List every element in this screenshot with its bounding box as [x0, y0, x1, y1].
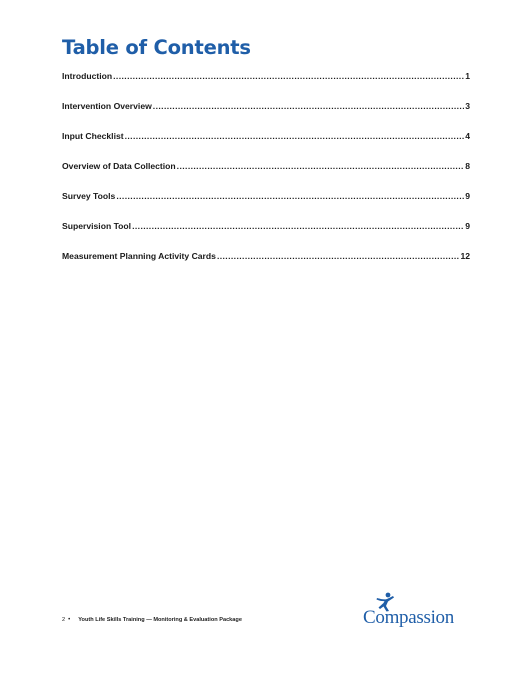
toc-entry-label: Supervision Tool	[62, 221, 132, 231]
logo-wordmark: Compassion	[363, 607, 454, 628]
toc-entry-activity-cards[interactable]	[62, 251, 470, 281]
footer-bullet: •	[68, 617, 71, 623]
toc-entry-page: 4	[465, 131, 470, 141]
toc-dot-leader	[132, 221, 464, 231]
toc-entry-page: 12	[460, 251, 470, 261]
toc-dot-leader	[116, 191, 464, 201]
toc-entry-label: Measurement Planning Activity Cards	[62, 251, 216, 261]
toc-entry-page: 1	[465, 71, 470, 81]
toc-entry-label: Input Checklist	[62, 131, 124, 141]
toc-entry-page: 9	[465, 191, 470, 201]
toc-entry-survey-tools[interactable]	[62, 191, 470, 221]
toc-entry-input-checklist[interactable]	[62, 131, 470, 161]
toc-entry-intervention-overview[interactable]	[62, 101, 470, 131]
page-title: Table of Contents	[62, 36, 251, 59]
toc-entry-page: 8	[465, 161, 470, 171]
toc-dot-leader	[177, 161, 465, 171]
toc-entry-label: Overview of Data Collection	[62, 161, 176, 171]
toc-entry-label: Survey Tools	[62, 191, 116, 201]
toc-entry-page: 9	[465, 221, 470, 231]
footer-document-title: Youth Life Skills Training — Monitoring & Evaluation Package	[78, 617, 242, 623]
toc-dot-leader	[113, 71, 464, 81]
toc-entry-data-collection[interactable]	[62, 161, 470, 191]
toc-dot-leader	[153, 101, 464, 111]
toc-dot-leader	[125, 131, 465, 141]
table-of-contents	[62, 71, 470, 281]
toc-dot-leader	[217, 251, 460, 261]
toc-entry-page: 3	[465, 101, 470, 111]
toc-entry-label: Intervention Overview	[62, 101, 152, 111]
toc-entry-label: Introduction	[62, 71, 113, 81]
page-footer	[62, 617, 242, 623]
footer-page-number: 2	[62, 617, 66, 623]
toc-entry-supervision-tool[interactable]	[62, 221, 470, 251]
compassion-logo	[363, 592, 468, 634]
toc-entry-introduction[interactable]	[62, 71, 470, 101]
